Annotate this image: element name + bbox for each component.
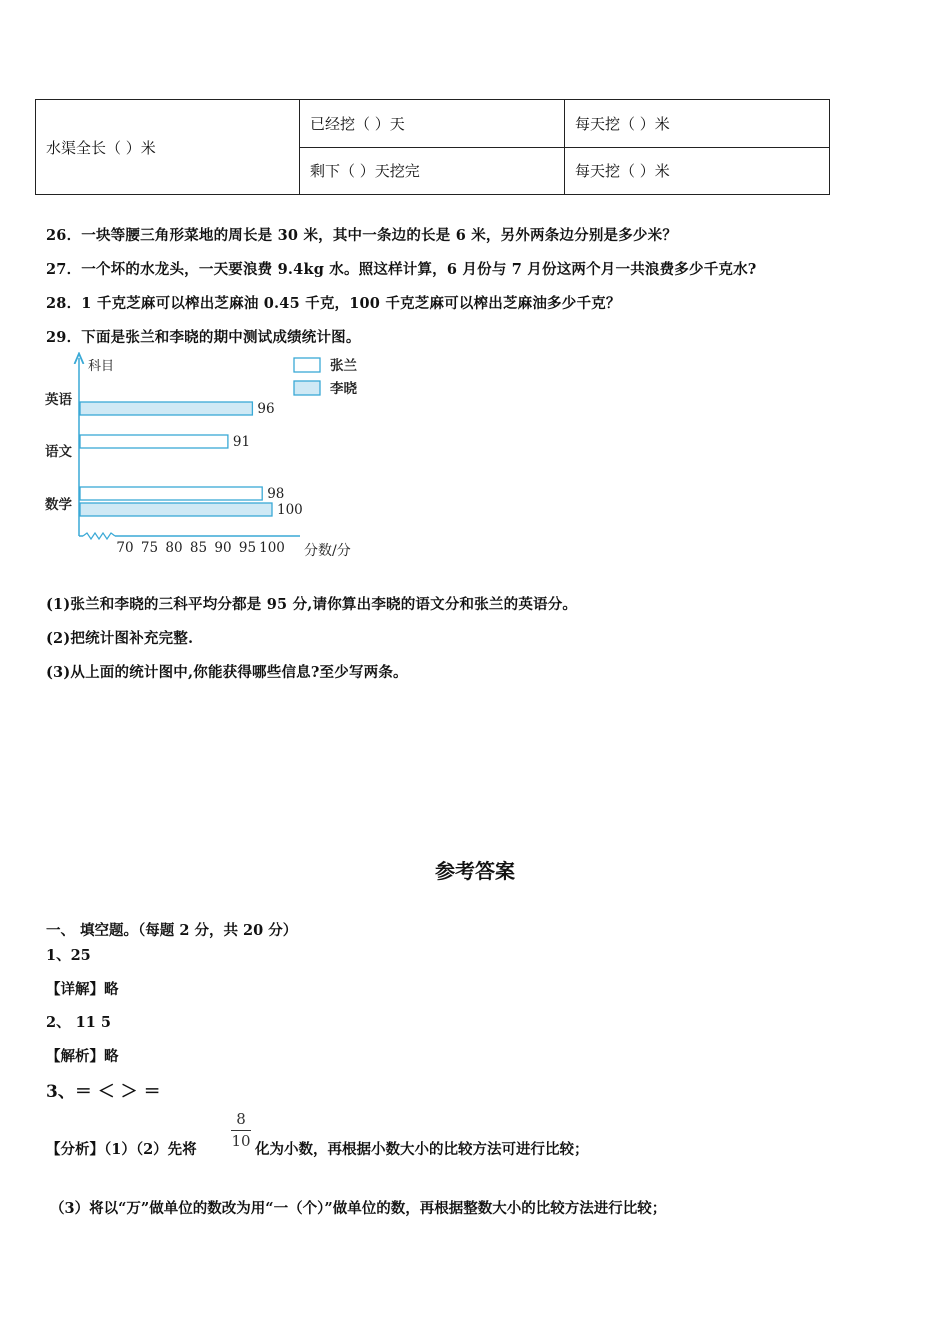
table-cell-daily-rate-2: 每天挖（ ）米 [565,147,830,195]
x-tick-label: 80 [165,540,183,556]
category-label: 英语 [45,392,72,408]
fraction-denominator: 10 [231,1132,251,1150]
bar [80,503,272,516]
answer-3: 3、＝ ＜ ＞ ＝ [46,1082,161,1102]
sub-question-2: (2)把统计图补充完整. [46,630,194,647]
legend-label: 李晓 [330,381,357,397]
sub-question-1: (1)张兰和李晓的三科平均分都是 95 分,请你算出李晓的语文分和张兰的英语分。 [46,596,578,613]
bar [80,435,228,448]
x-tick-label: 75 [140,540,159,556]
category-label: 数学 [45,497,72,513]
question-27: 27．一个坏的水龙头，一天要浪费 9.4kg 水。照这样计算，6 月份与 7 月份这两个月一共浪费多少千克水? [46,261,757,278]
data-label: 91 [232,434,251,450]
fraction-eight-tenths [229,1110,253,1151]
question-29: 29．下面是张兰和李晓的期中测试成绩统计图。 [46,329,361,346]
y-axis-label: 科目 [88,359,115,374]
data-label: 98 [267,486,285,502]
question-26: 26．一块等腰三角形菜地的周长是 30 米，其中一条边的长是 6 米，另外两条边分别是多少米？ [46,227,678,244]
x-tick-label: 95 [238,540,257,556]
table-cell-days-remaining: 剩下（ ）天挖完 [300,147,565,195]
answer-title: 参考答案 [435,859,515,883]
bar [80,487,262,500]
category-label: 语文 [45,444,72,460]
x-tick-label: 90 [214,540,232,556]
table-cell-total-length: 水渠全长（ ）米 [36,100,300,195]
legend-swatch [294,358,320,372]
sub-question-3: (3)从上面的统计图中,你能获得哪些信息?至少写两条。 [46,664,408,681]
answer-section-heading: 一、 填空题。（每题 2 分，共 20 分） [46,922,298,939]
x-tick-label: 70 [116,540,134,556]
fraction-bar [231,1130,251,1131]
fraction-numerator: 8 [236,1110,246,1128]
answer-2: 2、 11 5 [46,1014,111,1031]
x-axis-label: 分数/分 [304,543,351,559]
score-bar-chart [0,350,420,565]
x-tick-label: 85 [189,540,208,556]
answer-3-analysis-suffix: 化为小数，再根据小数大小的比较方法可进行比较； [255,1141,589,1158]
bar [80,402,252,415]
answer-3-part-3: （3）将以“万”做单位的数改为用“一（个）”做单位的数，再根据整数大小的比较方法进行比较； [50,1200,667,1217]
legend-swatch [294,381,320,395]
answer-1-note: 【详解】略 [46,981,119,998]
answer-2-note: 【解析】略 [46,1048,119,1065]
table-cell-daily-rate-1: 每天挖（ ）米 [565,100,830,148]
data-label: 100 [277,502,303,518]
data-label: 96 [257,401,275,417]
legend-label: 张兰 [330,358,357,374]
work-table [35,99,830,195]
x-tick-label: 100 [259,540,285,556]
answer-1: 1、25 [46,947,91,964]
answer-3-analysis-prefix: 【分析】（1）（2）先将 [46,1141,197,1158]
question-28: 28．1 千克芝麻可以榨出芝麻油 0.45 千克，100 千克芝麻可以榨出芝麻油多少千克？ [46,295,621,312]
table-cell-days-dug: 已经挖（ ）天 [300,100,565,148]
x-axis-break [83,533,115,539]
